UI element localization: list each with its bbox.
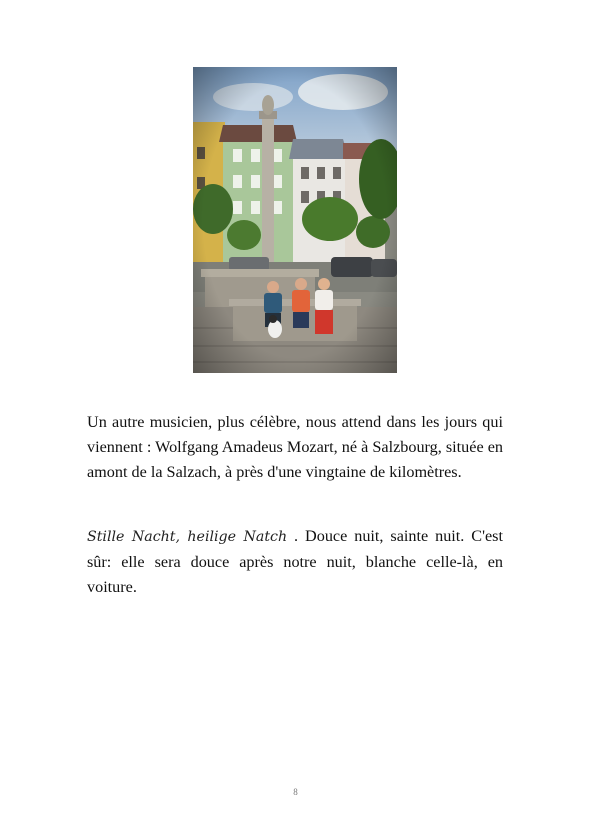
paragraph-stille-nacht-text: . Douce nuit, sainte nuit. C'est sûr: elle sera douce après notre nuit, blanche celle-là, en voiture.	[87, 527, 503, 596]
town-square-photo	[193, 67, 397, 373]
song-title-italic: Stille Nacht, heilige Natch	[87, 529, 288, 545]
page-number: 8	[293, 787, 298, 797]
paragraph-stille-nacht	[87, 524, 503, 600]
photo-illustration	[193, 67, 397, 373]
paragraph-mozart: Un autre musicien, plus célèbre, nous attend dans les jours qui viennent : Wolfgang Amadeus Mozart, né à Salzbourg, située en amont de la Salzach, à près d'une vingtaine de kilomètres.	[87, 413, 503, 481]
